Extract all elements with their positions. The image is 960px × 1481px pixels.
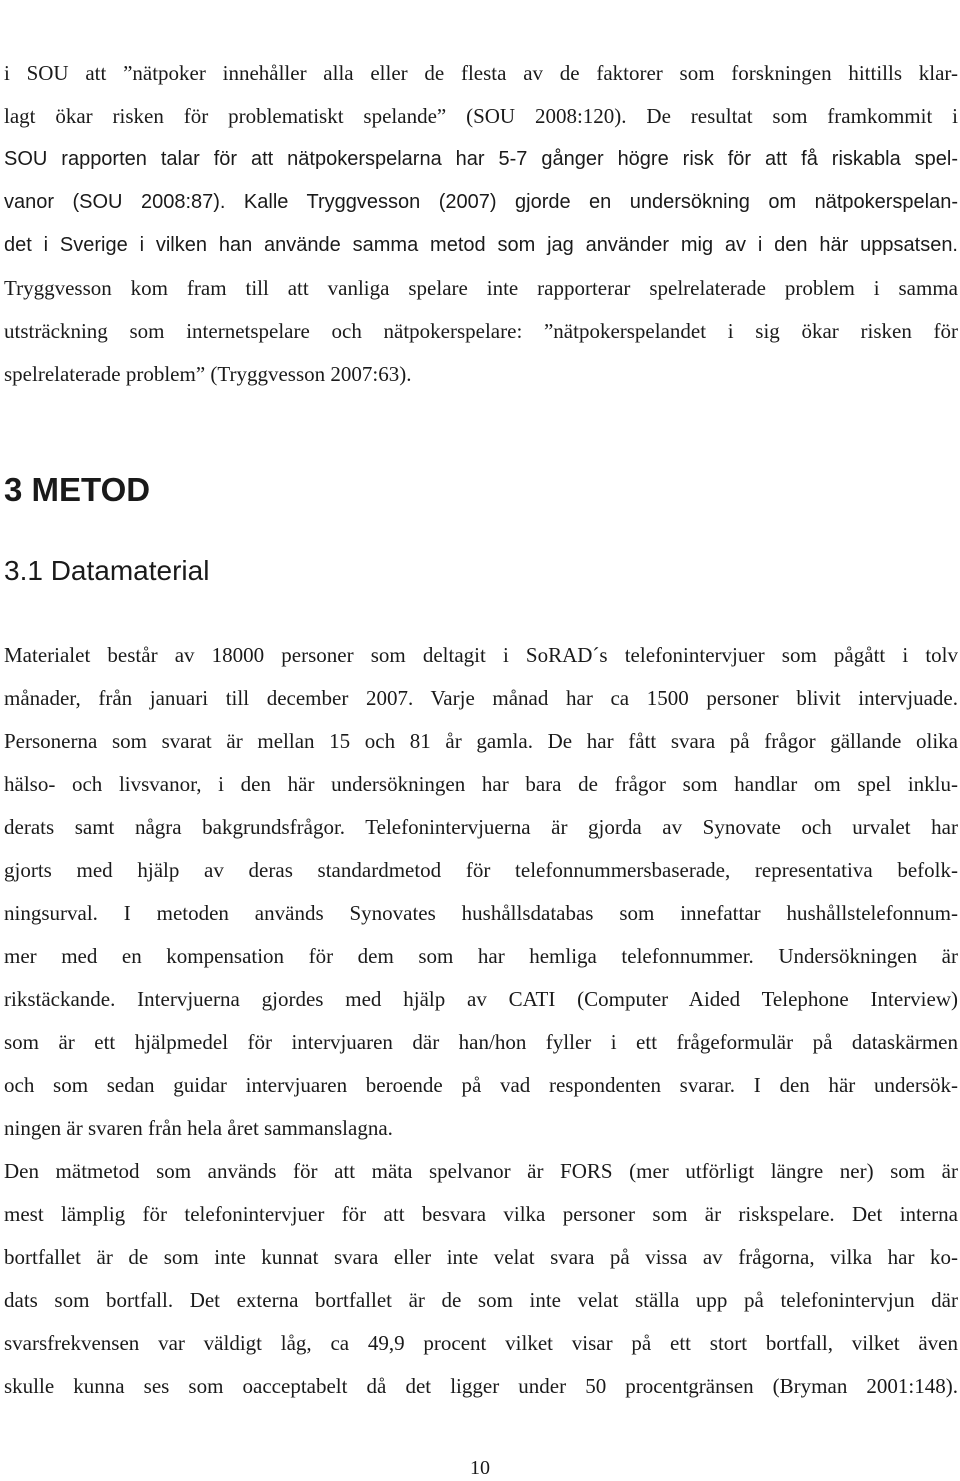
text-line: gjorts med hjälp av deras standardmetod för telefonnummersbaserade, representativa befolk- xyxy=(4,858,958,882)
text-line: rikstäckande. Intervjuerna gjordes med hjälp av CATI (Computer Aided Telephone Interview) xyxy=(4,987,958,1011)
text-line: månader, från januari till december 2007. Varje månad har ca 1500 personer blivit intervjuade. xyxy=(4,686,958,710)
text-line: hälso- och livsvanor, i den här undersökningen har bara de frågor som handlar om spel inklu- xyxy=(4,772,958,796)
text-line: derats samt några bakgrundsfrågor. Telefonintervjuerna är gjorda av Synovate och urvalet har xyxy=(4,815,958,839)
text-line: spelrelaterade problem” (Tryggvesson 2007:63). xyxy=(4,362,412,386)
text-line: lagt ökar risken för problematiskt spelande” (SOU 2008:120). De resultat som framkommit i xyxy=(4,104,958,128)
text-line: SOU rapporten talar för att nätpokerspelarna har 5-7 gånger högre risk för att få riskabla spel- xyxy=(4,148,958,170)
section-heading: 3 METOD xyxy=(4,471,151,508)
text-line: utsträckning som internetspelare och nätpokerspelare: ”nätpokerspelandet i sig ökar risken för xyxy=(4,319,958,343)
text-line: svarsfrekvensen var väldigt låg, ca 49,9 procent vilket visar på ett stort bortfall, vilket även xyxy=(4,1331,958,1355)
text-line: Den mätmetod som används för att mäta spelvanor är FORS (mer utförligt längre ner) som är xyxy=(4,1159,958,1183)
text-line: ningsurval. I metoden används Synovates hushållsdatabas som innefattar hushållstelefonnum- xyxy=(4,901,958,925)
text-line: i SOU att ”nätpoker innehåller alla eller de flesta av de faktorer som forskningen hittills klar- xyxy=(4,61,958,85)
text-line: mer med en kompensation för dem som har hemliga telefonnummer. Undersökningen är xyxy=(4,944,958,968)
text-line: bortfallet är de som inte kunnat svara eller inte velat svara på vissa av frågorna, vilka har ko- xyxy=(4,1245,958,1269)
subsection-heading: 3.1 Datamaterial xyxy=(4,555,210,586)
text-line: skulle kunna ses som oacceptabelt då det ligger under 50 procentgränsen (Bryman 2001:148). xyxy=(4,1374,958,1398)
text-line: dats som bortfall. Det externa bortfallet är de som inte velat ställa upp på telefonintervjun där xyxy=(4,1288,958,1312)
text-line: som är ett hjälpmedel för intervjuaren där han/hon fyller i ett frågeformulär på dataskärmen xyxy=(4,1030,958,1054)
text-line: det i Sverige i vilken han använde samma metod som jag använder mig av i den här uppsatsen. xyxy=(4,234,958,256)
text-line: mest lämplig för telefonintervjuer för att besvara vilka personer som är riskspelare. Det interna xyxy=(4,1202,958,1226)
text-line: Materialet består av 18000 personer som deltagit i SoRAD´s telefonintervjuer som pågått i tolv xyxy=(4,643,958,667)
text-line: ningen är svaren från hela året sammanslagna. xyxy=(4,1116,393,1140)
text-line: vanor (SOU 2008:87). Kalle Tryggvesson (2007) gjorde en undersökning om nätpokerspelan- xyxy=(4,191,958,213)
page-number: 10 xyxy=(470,1457,490,1479)
text-line: Personerna som svarat är mellan 15 och 81 år gamla. De har fått svara på frågor gällande olika xyxy=(4,729,958,753)
text-line: och som sedan guidar intervjuaren beroende på vad respondenten svarar. I den här undersök- xyxy=(4,1073,958,1097)
text-line: Tryggvesson kom fram till att vanliga spelare inte rapporterar spelrelaterade problem i samma xyxy=(4,276,958,300)
